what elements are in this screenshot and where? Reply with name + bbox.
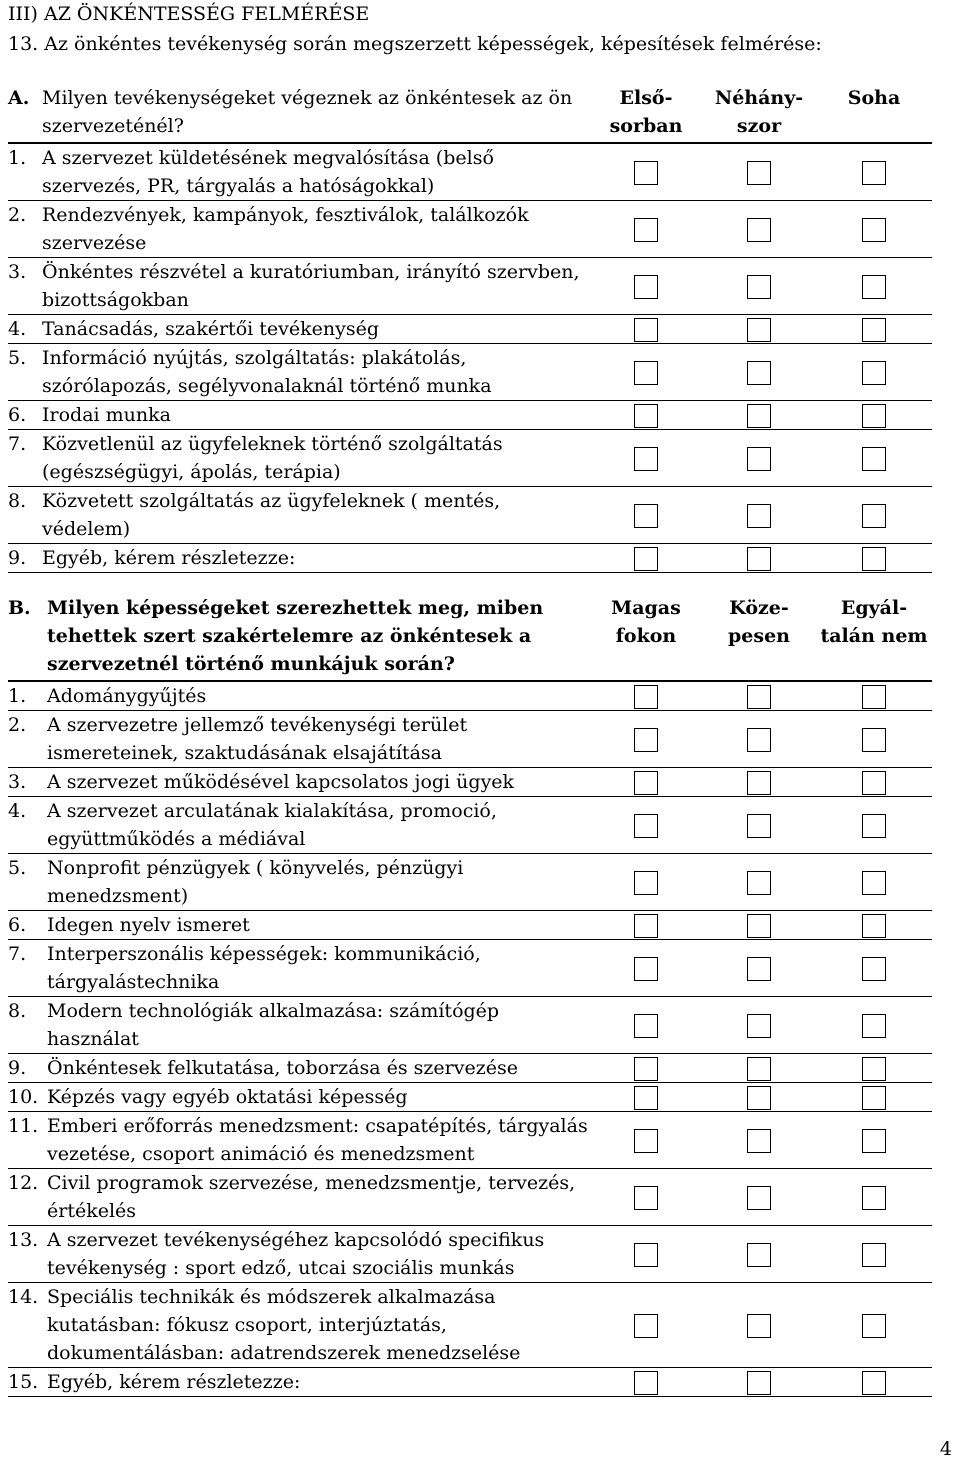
- answer-checkbox[interactable]: [634, 218, 658, 242]
- option-header: Egyál- talán nem: [816, 592, 932, 681]
- activities-table: [8, 82, 932, 573]
- item-text: Emberi erőforrás menedzsment: csapatépítés, tárgyalás vezetése, csoport animáció és menedzsment: [47, 1115, 588, 1165]
- answer-checkbox[interactable]: [862, 504, 886, 528]
- answer-checkbox[interactable]: [862, 161, 886, 185]
- question-title: 13. Az önkéntes tevékenység során megszerzett képességek, képesítések felmérése:: [8, 33, 822, 55]
- question-row: [8, 1226, 932, 1283]
- answer-checkbox[interactable]: [862, 814, 886, 838]
- answer-checkbox[interactable]: [747, 547, 771, 571]
- section-title: III) AZ ÖNKÉNTESSÉG FELMÉRÉSE: [8, 3, 370, 25]
- answer-checkbox[interactable]: [634, 1014, 658, 1038]
- part-b-question: Milyen képességeket szerezhettek meg, miben tehettek szert szakértelemre az önkéntesek a szervezetnél történő munkájuk során?: [47, 597, 544, 675]
- question-row: [8, 854, 932, 911]
- item-number: 1.: [8, 147, 27, 169]
- answer-checkbox[interactable]: [747, 1314, 771, 1338]
- answer-checkbox[interactable]: [862, 447, 886, 471]
- answer-checkbox[interactable]: [862, 728, 886, 752]
- item-text: A szervezetre jellemző tevékenységi terület ismereteinek, szaktudásának elsajátítása: [47, 714, 468, 764]
- answer-checkbox[interactable]: [747, 957, 771, 981]
- item-number: 8.: [8, 490, 27, 512]
- answer-checkbox[interactable]: [862, 1186, 886, 1210]
- question-row: [8, 315, 932, 344]
- answer-checkbox[interactable]: [747, 1014, 771, 1038]
- answer-checkbox[interactable]: [862, 1314, 886, 1338]
- item-number: 4.: [8, 318, 27, 340]
- item-text: Önkéntesek felkutatása, toborzása és szervezése: [47, 1057, 518, 1079]
- answer-checkbox[interactable]: [634, 1186, 658, 1210]
- item-number: 15.: [8, 1371, 39, 1393]
- question-row: [8, 430, 932, 487]
- answer-checkbox[interactable]: [862, 361, 886, 385]
- answer-checkbox[interactable]: [862, 404, 886, 428]
- answer-checkbox[interactable]: [634, 447, 658, 471]
- answer-checkbox[interactable]: [862, 1371, 886, 1395]
- question-row: [8, 681, 932, 711]
- question-row: [8, 344, 932, 401]
- question-row: [8, 711, 932, 768]
- item-text: Nonprofit pénzügyek ( könyvelés, pénzügyi menedzsment): [47, 857, 464, 907]
- item-text: A szervezet tevékenységéhez kapcsolódó specifikus tevékenység : sport edző, utcai szociális munkás: [47, 1229, 545, 1279]
- answer-checkbox[interactable]: [862, 871, 886, 895]
- answer-checkbox[interactable]: [634, 814, 658, 838]
- answer-checkbox[interactable]: [634, 685, 658, 709]
- answer-checkbox[interactable]: [747, 1186, 771, 1210]
- answer-checkbox[interactable]: [747, 728, 771, 752]
- part-a-label: A.: [8, 87, 30, 109]
- question-row: [8, 1368, 932, 1397]
- skills-header-row: [8, 592, 932, 681]
- answer-checkbox[interactable]: [747, 447, 771, 471]
- item-number: 2.: [8, 204, 27, 226]
- answer-checkbox[interactable]: [634, 275, 658, 299]
- answer-checkbox[interactable]: [634, 1057, 658, 1081]
- item-text: Közvetlenül az ügyfeleknek történő szolgáltatás (egészségügyi, ápolás, terápia): [42, 433, 503, 483]
- answer-checkbox[interactable]: [862, 685, 886, 709]
- answer-checkbox[interactable]: [634, 161, 658, 185]
- item-number: 13.: [8, 1229, 39, 1251]
- item-number: 1.: [8, 685, 27, 707]
- item-text: A szervezet küldetésének megvalósítása (belső szervezés, PR, tárgyalás a hatóságokkal): [42, 147, 494, 197]
- item-number: 6.: [8, 914, 27, 936]
- item-text: Képzés vagy egyéb oktatási képesség: [47, 1086, 408, 1108]
- answer-checkbox[interactable]: [862, 547, 886, 571]
- answer-checkbox[interactable]: [634, 871, 658, 895]
- answer-checkbox[interactable]: [747, 504, 771, 528]
- option-header: Magas fokon: [590, 592, 702, 681]
- item-text: Speciális technikák és módszerek alkalmazása kutatásban: fókusz csoport, interjúztatás, dokumentálásban: adatrendszerek menedzselése: [47, 1286, 521, 1364]
- question-row: [8, 911, 932, 940]
- item-text: Interperszonális képességek: kommunikáció, tárgyalástechnika: [47, 943, 481, 993]
- answer-checkbox[interactable]: [747, 871, 771, 895]
- item-number: 11.: [8, 1115, 39, 1137]
- question-row: [8, 940, 932, 997]
- answer-checkbox[interactable]: [634, 404, 658, 428]
- answer-checkbox[interactable]: [634, 957, 658, 981]
- answer-checkbox[interactable]: [862, 1086, 886, 1110]
- answer-checkbox[interactable]: [634, 771, 658, 795]
- item-number: 14.: [8, 1286, 39, 1308]
- answer-checkbox[interactable]: [634, 914, 658, 938]
- item-number: 12.: [8, 1172, 39, 1194]
- answer-checkbox[interactable]: [747, 1243, 771, 1267]
- question-row: [8, 797, 932, 854]
- item-text: Adománygyűjtés: [47, 685, 207, 707]
- question-row: [8, 997, 932, 1054]
- item-number: 5.: [8, 857, 27, 879]
- item-text: Egyéb, kérem részletezze:: [47, 1371, 301, 1393]
- answer-checkbox[interactable]: [634, 1371, 658, 1395]
- item-number: 4.: [8, 800, 27, 822]
- answer-checkbox[interactable]: [862, 957, 886, 981]
- question-row: [8, 1169, 932, 1226]
- answer-checkbox[interactable]: [634, 1129, 658, 1153]
- item-text: Tanácsadás, szakértői tevékenység: [42, 318, 379, 340]
- item-number: 9.: [8, 547, 27, 569]
- item-text: Civil programok szervezése, menedzsmentje, tervezés, értékelés: [47, 1172, 576, 1222]
- item-text: Irodai munka: [42, 404, 171, 426]
- item-number: 7.: [8, 433, 27, 455]
- answer-checkbox[interactable]: [862, 1014, 886, 1038]
- answer-checkbox[interactable]: [747, 161, 771, 185]
- question-row: [8, 1283, 932, 1368]
- answer-checkbox[interactable]: [634, 547, 658, 571]
- answer-checkbox[interactable]: [862, 771, 886, 795]
- answer-checkbox[interactable]: [747, 404, 771, 428]
- answer-checkbox[interactable]: [634, 1086, 658, 1110]
- answer-checkbox[interactable]: [747, 914, 771, 938]
- item-text: A szervezet arculatának kialakítása, promoció, együttműködés a médiával: [47, 800, 497, 850]
- question-row: [8, 143, 932, 201]
- option-header: Első- sorban: [590, 82, 702, 143]
- question-row: [8, 768, 932, 797]
- answer-checkbox[interactable]: [747, 771, 771, 795]
- answer-checkbox[interactable]: [634, 728, 658, 752]
- answer-checkbox[interactable]: [634, 1243, 658, 1267]
- skills-table: [8, 592, 932, 1397]
- question-row: [8, 1112, 932, 1169]
- answer-checkbox[interactable]: [747, 1057, 771, 1081]
- part-a-question: Milyen tevékenységeket végeznek az önkéntesek az ön szervezeténél?: [42, 87, 573, 137]
- item-text: Rendezvények, kampányok, fesztiválok, találkozók szervezése: [42, 204, 529, 254]
- answer-checkbox[interactable]: [862, 275, 886, 299]
- option-header: Köze- pesen: [702, 592, 816, 681]
- answer-checkbox[interactable]: [862, 1243, 886, 1267]
- item-number: 3.: [8, 771, 27, 793]
- item-text: Információ nyújtás, szolgáltatás: plakátolás, szórólapozás, segélyvonalaknál történő munka: [42, 347, 492, 397]
- answer-checkbox[interactable]: [747, 361, 771, 385]
- item-text: Önkéntes részvétel a kuratóriumban, irányító szervben, bizottságokban: [42, 261, 580, 311]
- answer-checkbox[interactable]: [634, 504, 658, 528]
- question-row: [8, 1054, 932, 1083]
- item-text: Idegen nyelv ismeret: [47, 914, 250, 936]
- item-number: 9.: [8, 1057, 27, 1079]
- answer-checkbox[interactable]: [862, 1057, 886, 1081]
- item-number: 2.: [8, 714, 27, 736]
- answer-checkbox[interactable]: [634, 1314, 658, 1338]
- question-row: [8, 258, 932, 315]
- question-row: [8, 487, 932, 544]
- question-row: [8, 201, 932, 258]
- answer-checkbox[interactable]: [747, 685, 771, 709]
- activities-header-row: [8, 82, 932, 143]
- question-row: [8, 544, 932, 573]
- answer-checkbox[interactable]: [747, 814, 771, 838]
- part-b-label: B.: [8, 597, 31, 619]
- answer-checkbox[interactable]: [862, 1129, 886, 1153]
- answer-checkbox[interactable]: [747, 1086, 771, 1110]
- answer-checkbox[interactable]: [747, 318, 771, 342]
- item-number: 5.: [8, 347, 27, 369]
- option-header: Soha: [816, 82, 932, 143]
- page-number: 4: [939, 1438, 952, 1460]
- answer-checkbox[interactable]: [634, 318, 658, 342]
- item-number: 10.: [8, 1086, 39, 1108]
- item-number: 3.: [8, 261, 27, 283]
- item-number: 7.: [8, 943, 27, 965]
- option-header: Néhány- szor: [702, 82, 816, 143]
- item-number: 8.: [8, 1000, 27, 1022]
- item-text: Egyéb, kérem részletezze:: [42, 547, 296, 569]
- question-row: [8, 1083, 932, 1112]
- question-row: [8, 401, 932, 430]
- answer-checkbox[interactable]: [862, 914, 886, 938]
- item-text: A szervezet működésével kapcsolatos jogi ügyek: [47, 771, 515, 793]
- answer-checkbox[interactable]: [862, 318, 886, 342]
- item-number: 6.: [8, 404, 27, 426]
- answer-checkbox[interactable]: [862, 218, 886, 242]
- answer-checkbox[interactable]: [747, 218, 771, 242]
- item-text: Modern technológiák alkalmazása: számítógép használat: [47, 1000, 500, 1050]
- answer-checkbox[interactable]: [747, 275, 771, 299]
- answer-checkbox[interactable]: [747, 1371, 771, 1395]
- answer-checkbox[interactable]: [747, 1129, 771, 1153]
- item-text: Közvetett szolgáltatás az ügyfeleknek ( mentés, védelem): [42, 490, 501, 540]
- answer-checkbox[interactable]: [634, 361, 658, 385]
